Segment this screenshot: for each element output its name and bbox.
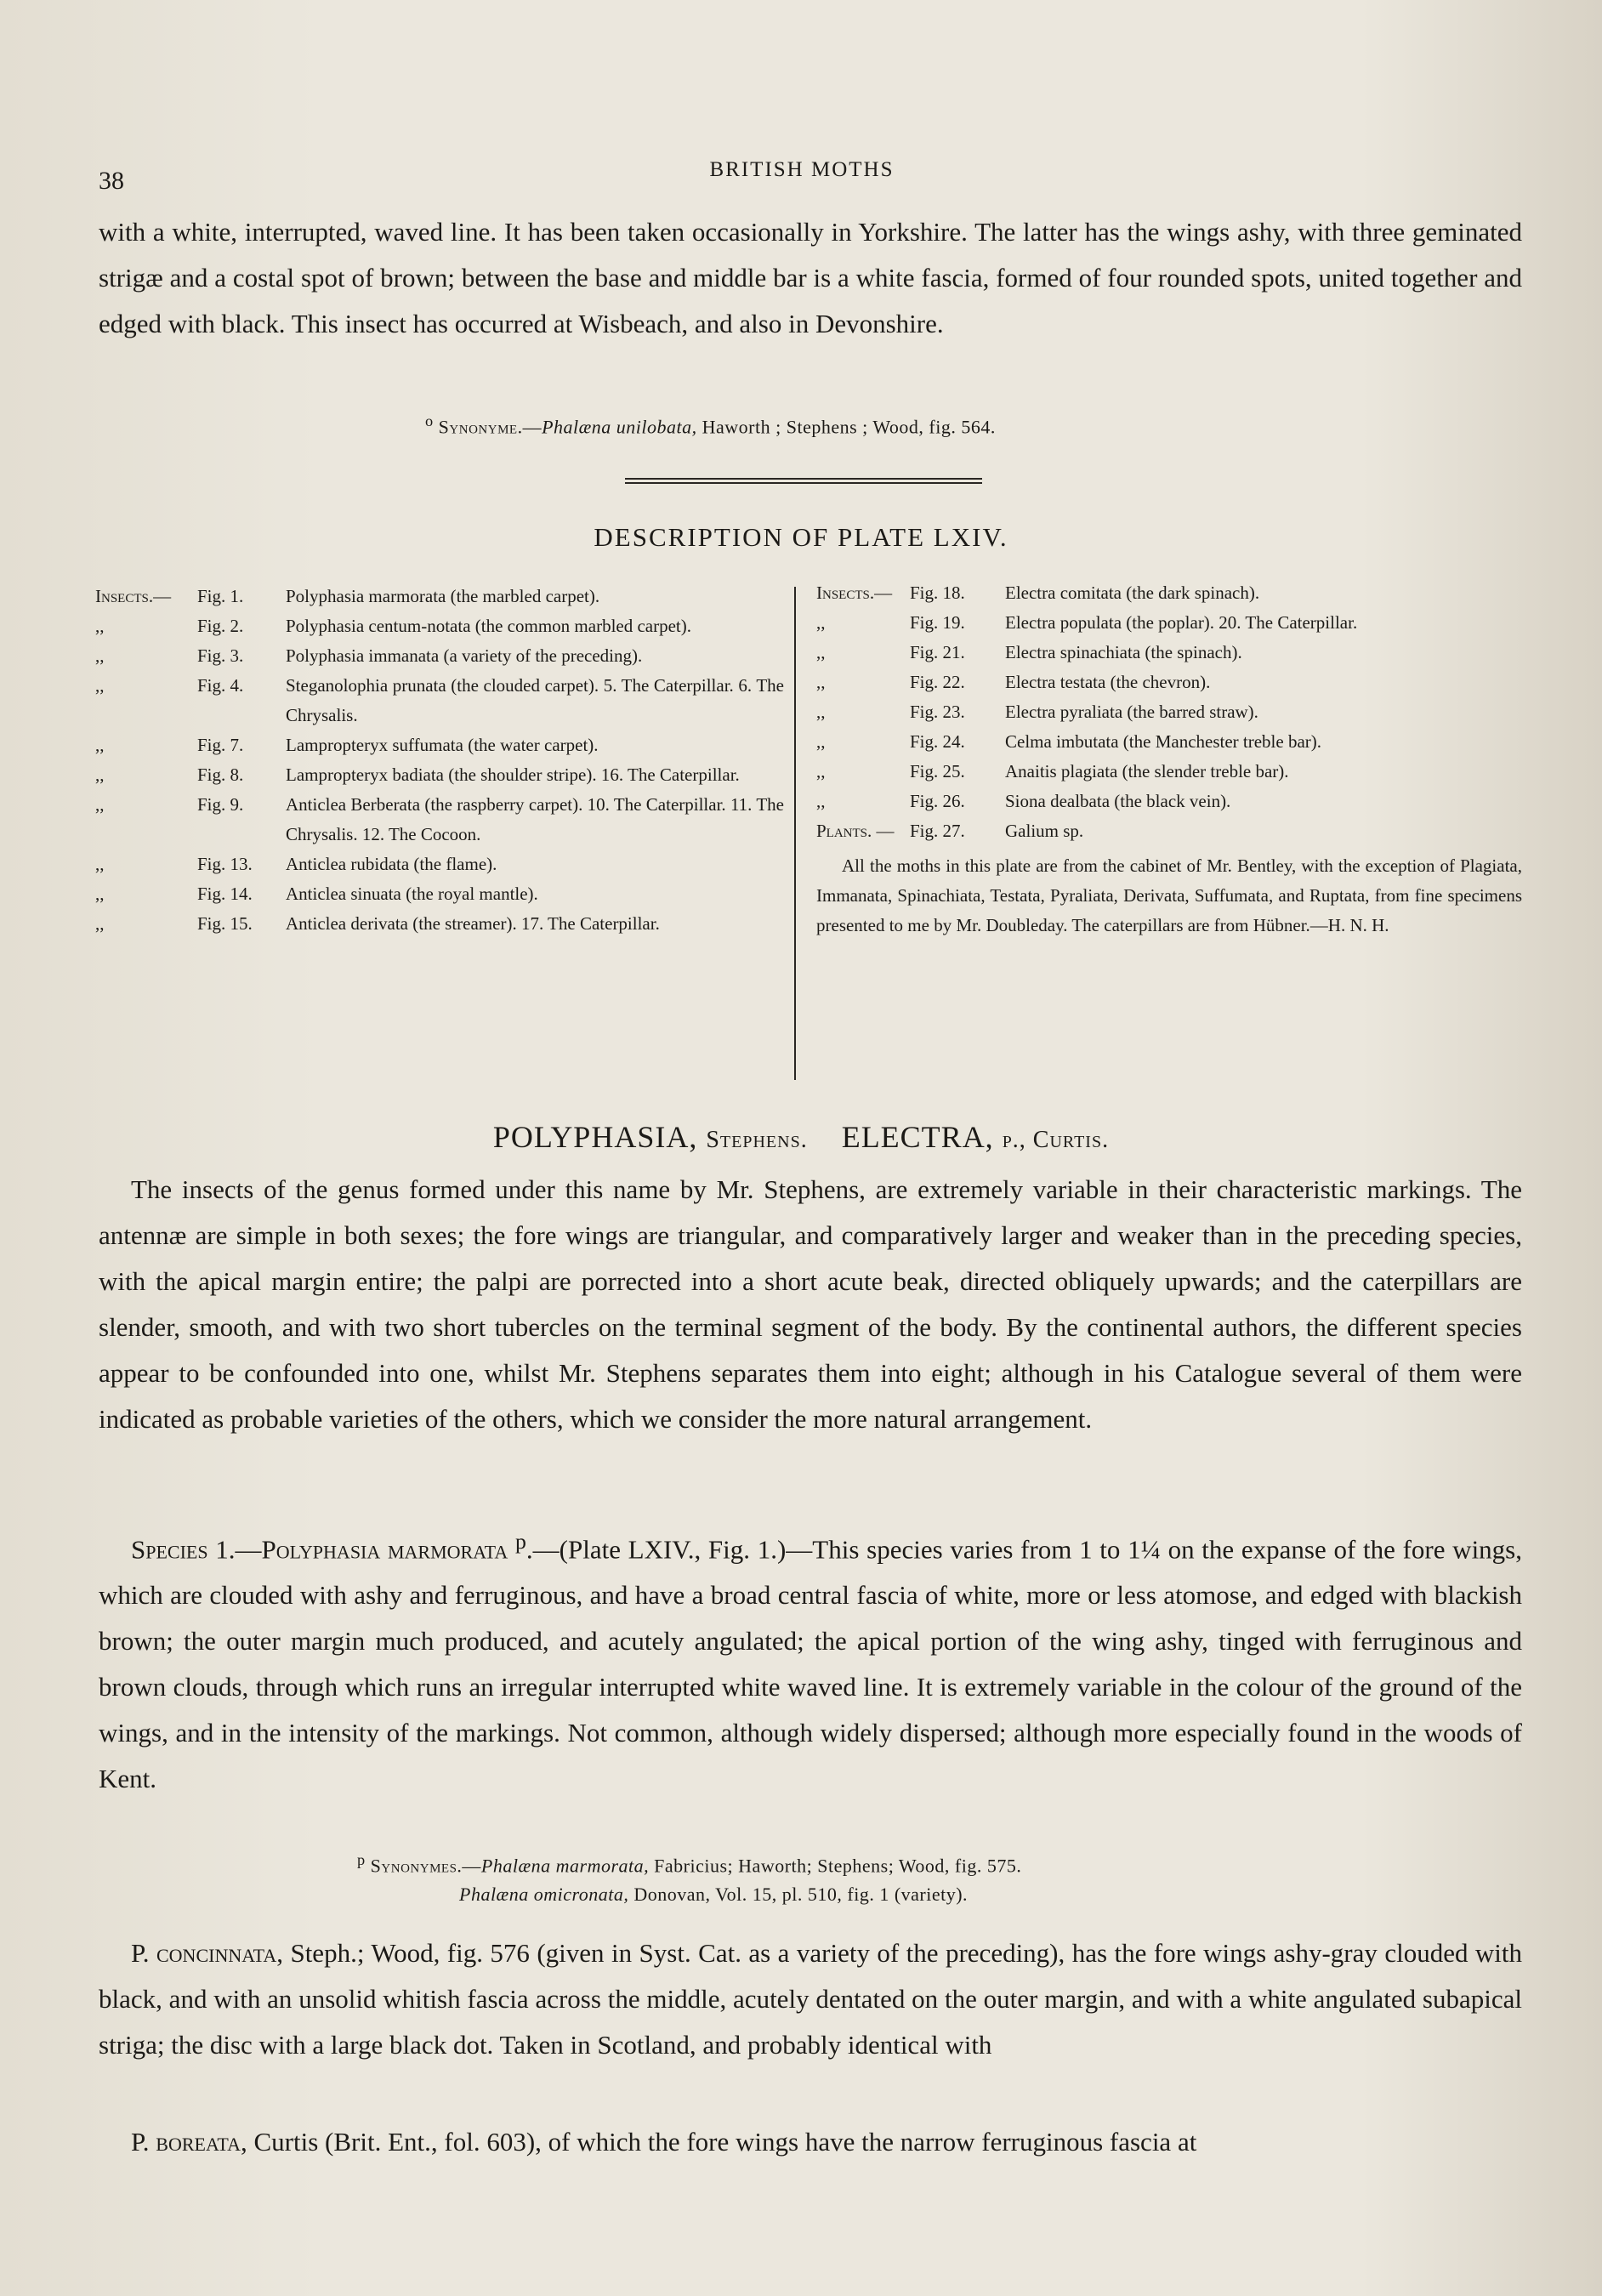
entry-text: Anticlea sinuata (the royal mantle). bbox=[286, 884, 538, 904]
entry-text: Lampropteryx badiata (the shoulder stripe). 16. The Caterpillar. bbox=[286, 764, 740, 785]
footnote-rest: Haworth ; Stephens ; Wood, fig. 564. bbox=[702, 416, 996, 438]
plate-left-entry bbox=[95, 671, 784, 730]
entry-label: ,, bbox=[95, 794, 105, 815]
entry-fig: Fig. 19. bbox=[910, 612, 965, 633]
genus-1-author: Stephens. bbox=[706, 1127, 808, 1153]
plate-left-entry bbox=[95, 730, 784, 760]
footnote-p-rest-1: Fabricius; Haworth; Stephens; Wood, fig. 575. bbox=[654, 1855, 1022, 1877]
entry-text: Lampropteryx suffumata (the water carpet). bbox=[286, 735, 599, 755]
entry-fig: Fig. 25. bbox=[910, 761, 965, 781]
plate-list-left bbox=[95, 582, 784, 939]
entry-text: Anticlea rubidata (the flame). bbox=[286, 854, 497, 874]
entry-label: ,, bbox=[816, 702, 826, 722]
entry-text: Electra populata (the poplar). 20. The Caterpillar. bbox=[1005, 612, 1358, 633]
footnote-p-rest-2: Donovan, Vol. 15, pl. 510, fig. 1 (variety). bbox=[633, 1884, 969, 1906]
entry-text: Electra testata (the chevron). bbox=[1005, 672, 1211, 692]
footnote-p-species-1: Phalæna marmorata, bbox=[480, 1855, 650, 1877]
entry-fig: Fig. 26. bbox=[910, 791, 965, 811]
footnote-p-marker: p bbox=[357, 1851, 366, 1868]
plate-right-entry bbox=[816, 668, 1522, 697]
footnote-p-line-1 bbox=[357, 1845, 1021, 1880]
entry-fig: Fig. 15. bbox=[197, 913, 253, 934]
entry-label: Plants. — bbox=[816, 821, 895, 841]
entry-label: Insects.— bbox=[816, 583, 893, 603]
entry-label: ,, bbox=[816, 791, 826, 811]
entry-text: Polyphasia centum-notata (the common marbled carpet). bbox=[286, 616, 692, 636]
entry-label: ,, bbox=[816, 731, 826, 752]
entry-fig: Fig. 23. bbox=[910, 702, 965, 722]
boreata-text: Curtis (Brit. Ent., fol. 603), of which the fore wings have the narrow ferruginous fascia at bbox=[253, 2127, 1197, 2157]
plate-left-entry bbox=[95, 760, 784, 790]
footnote-p-label: Synonymes.— bbox=[370, 1855, 481, 1877]
species-1-text: .—(Plate LXIV., Fig. 1.)—This species varies from 1 to 1¼ on the expanse of the fore wings, which are clouded with ashy and ferruginous, and have a broad central fascia of white, more or less atomose, and edged with blackish brown; the outer margin much produced, and acutely angulated; the apical portion of the wing ashy, tinged with ferruginous and brown clouds, through which runs an irregular interrupted white waved line. It is extremely variable in the colour of the ground of the wings, and in the intensity of the markings. Not common, although widely dispersed; although more especially found in the woods of Kent. bbox=[99, 1534, 1522, 1794]
entry-text: Siona dealbata (the black vein). bbox=[1005, 791, 1231, 811]
plate-right-entry bbox=[816, 757, 1522, 787]
genus-1: POLYPHASIA, bbox=[492, 1120, 698, 1154]
entry-label: ,, bbox=[95, 675, 105, 696]
species-1-marker: p bbox=[514, 1529, 526, 1554]
concinnata-text: Steph.; Wood, fig. 576 (given in Syst. Cat. as a variety of the preceding), has the fore wings ashy-gray clouded with black, and with an unsolid whitish fascia across the middle, acutely dentated on the outer margin, and with a white angulated subapical striga; the disc with a large black dot. Taken in Scotland, and probably identical with bbox=[99, 1938, 1523, 2060]
plate-right-entry bbox=[816, 727, 1522, 757]
entry-label: ,, bbox=[816, 672, 826, 692]
page-header bbox=[95, 158, 1508, 195]
plate-left-entry bbox=[95, 641, 784, 671]
entry-label: ,, bbox=[95, 764, 105, 785]
entry-label: ,, bbox=[816, 761, 826, 781]
intro-paragraph-text: with a white, interrupted, waved line. It has been taken occasionally in Yorkshire. The latter has the wings ashy, with three geminated strigæ and a costal spot of brown; between the base and middle bar is a white fascia, formed of four rounded spots, united together and edged with black. This insect has occurred at Wisbeach, and also in Devonshire. bbox=[99, 217, 1522, 338]
plate-left-entry bbox=[95, 611, 784, 641]
entry-text: Electra comitata (the dark spinach). bbox=[1005, 583, 1260, 603]
plate-right-entry bbox=[816, 578, 1522, 608]
footnote-p-species-2: Phalæna omicronata, bbox=[459, 1884, 629, 1906]
genus-paragraph-text: The insects of the genus formed under this name by Mr. Stephens, are extremely variable in their characteristic markings. The antennæ are simple in both sexes; the fore wings are triangular, and comparatively larger and weaker than in the preceding species, with the apical margin entire; the palpi are porrected into a short acute beak, directed obliquely upwards; and the caterpillars are slender, smooth, and with two short tubercles on the terminal segment of the body. By the continental authors, the different species appear to be confounded into one, whilst Mr. Stephens separates them into eight; although in his Catalogue several of them were indicated as probable varieties of the others, which we consider the more natural arrangement. bbox=[99, 1174, 1522, 1434]
footnote-o: $^o$ Synonyme.—Phalæna unilobata, Haworth ; Stephens ; Wood, fig. 564. bbox=[425, 412, 996, 438]
entry-fig: Fig. 24. bbox=[910, 731, 965, 752]
entry-fig: Fig. 13. bbox=[197, 854, 253, 874]
entry-text: Celma imbutata (the Manchester treble bar). bbox=[1005, 731, 1322, 752]
entry-fig: Fig. 22. bbox=[910, 672, 965, 692]
genus-heading bbox=[0, 1119, 1602, 1155]
plate-right-entry bbox=[816, 787, 1522, 816]
concinnata-name: P. concinnata, bbox=[131, 1938, 283, 1968]
entry-fig: Fig. 3. bbox=[197, 645, 244, 666]
plate-left-entry bbox=[95, 790, 784, 850]
entry-fig: Fig. 8. bbox=[197, 764, 244, 785]
entry-label: ,, bbox=[95, 645, 105, 666]
plate-right-entry bbox=[816, 697, 1522, 727]
entry-label: ,, bbox=[95, 884, 105, 904]
plate-right-entry bbox=[816, 638, 1522, 668]
plate-left-entry bbox=[95, 909, 784, 939]
entry-fig: Fig. 18. bbox=[910, 583, 965, 603]
entry-label: ,, bbox=[816, 612, 826, 633]
entry-fig: Fig. 21. bbox=[910, 642, 965, 662]
entry-text: Electra pyraliata (the barred straw). bbox=[1005, 702, 1258, 722]
plate-right-entry bbox=[816, 816, 1522, 846]
entry-text: Anticlea Berberata (the raspberry carpet). 10. The Caterpillar. 11. The Chrysalis. 12. The Cocoon. bbox=[286, 794, 784, 844]
intro-paragraph bbox=[99, 209, 1522, 347]
entry-text: Anticlea derivata (the streamer). 17. The Caterpillar. bbox=[286, 913, 660, 934]
footnote-p-line-2 bbox=[357, 1880, 1021, 1909]
species-1-label: Species 1.—Polyphasia marmorata bbox=[131, 1534, 508, 1565]
entry-fig: Fig. 1. bbox=[197, 586, 244, 606]
genus-2: ELECTRA, bbox=[841, 1120, 994, 1154]
entry-label: ,, bbox=[95, 735, 105, 755]
plate-right-entry bbox=[816, 608, 1522, 638]
footnote-marker: o bbox=[425, 412, 434, 429]
plate-left-entry bbox=[95, 879, 784, 909]
entry-text: Anaitis plagiata (the slender treble bar). bbox=[1005, 761, 1289, 781]
entry-label: ,, bbox=[95, 854, 105, 874]
section-divider bbox=[625, 478, 982, 484]
page-number: 38 bbox=[99, 167, 124, 195]
boreata-name: P. boreata, bbox=[131, 2127, 247, 2157]
column-divider bbox=[794, 587, 796, 1080]
genus-2-author: p., Curtis. bbox=[1002, 1127, 1110, 1153]
entry-fig: Fig. 14. bbox=[197, 884, 253, 904]
boreata-paragraph bbox=[99, 2119, 1522, 2165]
entry-label: ,, bbox=[95, 913, 105, 934]
plate-note: All the moths in this plate are from the cabinet of Mr. Bentley, with the exception of Plagiata, Immanata, Spinachiata, Testata, Pyraliata, Derivata, Suffumata, and Ruptata, from fine specimens presented to me by Mr. Doubleday. The caterpillars are from Hübner.—H. N. H. bbox=[816, 855, 1522, 935]
footnote-p bbox=[357, 1845, 1021, 1909]
footnote-species: Phalæna unilobata, bbox=[542, 416, 697, 438]
entry-fig: Fig. 2. bbox=[197, 616, 244, 636]
entry-fig: Fig. 4. bbox=[197, 675, 244, 696]
concinnata-paragraph bbox=[99, 1930, 1522, 2068]
plate-title: DESCRIPTION OF PLATE LXIV. bbox=[594, 522, 1008, 552]
plate-left-entry bbox=[95, 582, 784, 611]
entry-text: Steganolophia prunata (the clouded carpet). 5. The Caterpillar. 6. The Chrysalis. bbox=[286, 675, 784, 725]
entry-fig: Fig. 7. bbox=[197, 735, 244, 755]
plate-left-entry bbox=[95, 850, 784, 879]
entry-fig: Fig. 9. bbox=[197, 794, 244, 815]
plate-list-right bbox=[816, 578, 1522, 941]
running-head: BRITISH MOTHS bbox=[709, 158, 895, 181]
entry-text: Galium sp. bbox=[1005, 821, 1084, 841]
entry-text: Polyphasia immanata (a variety of the preceding). bbox=[286, 645, 643, 666]
footnote-label: Synonyme. bbox=[438, 416, 523, 438]
entry-text: Electra spinachiata (the spinach). bbox=[1005, 642, 1242, 662]
entry-label: ,, bbox=[95, 616, 105, 636]
species-1-paragraph bbox=[99, 1519, 1522, 1802]
genus-paragraph bbox=[99, 1167, 1522, 1442]
entry-fig: Fig. 27. bbox=[910, 821, 965, 841]
entry-label: Insects.— bbox=[95, 586, 172, 606]
entry-text: Polyphasia marmorata (the marbled carpet). bbox=[286, 586, 600, 606]
entry-label: ,, bbox=[816, 642, 826, 662]
